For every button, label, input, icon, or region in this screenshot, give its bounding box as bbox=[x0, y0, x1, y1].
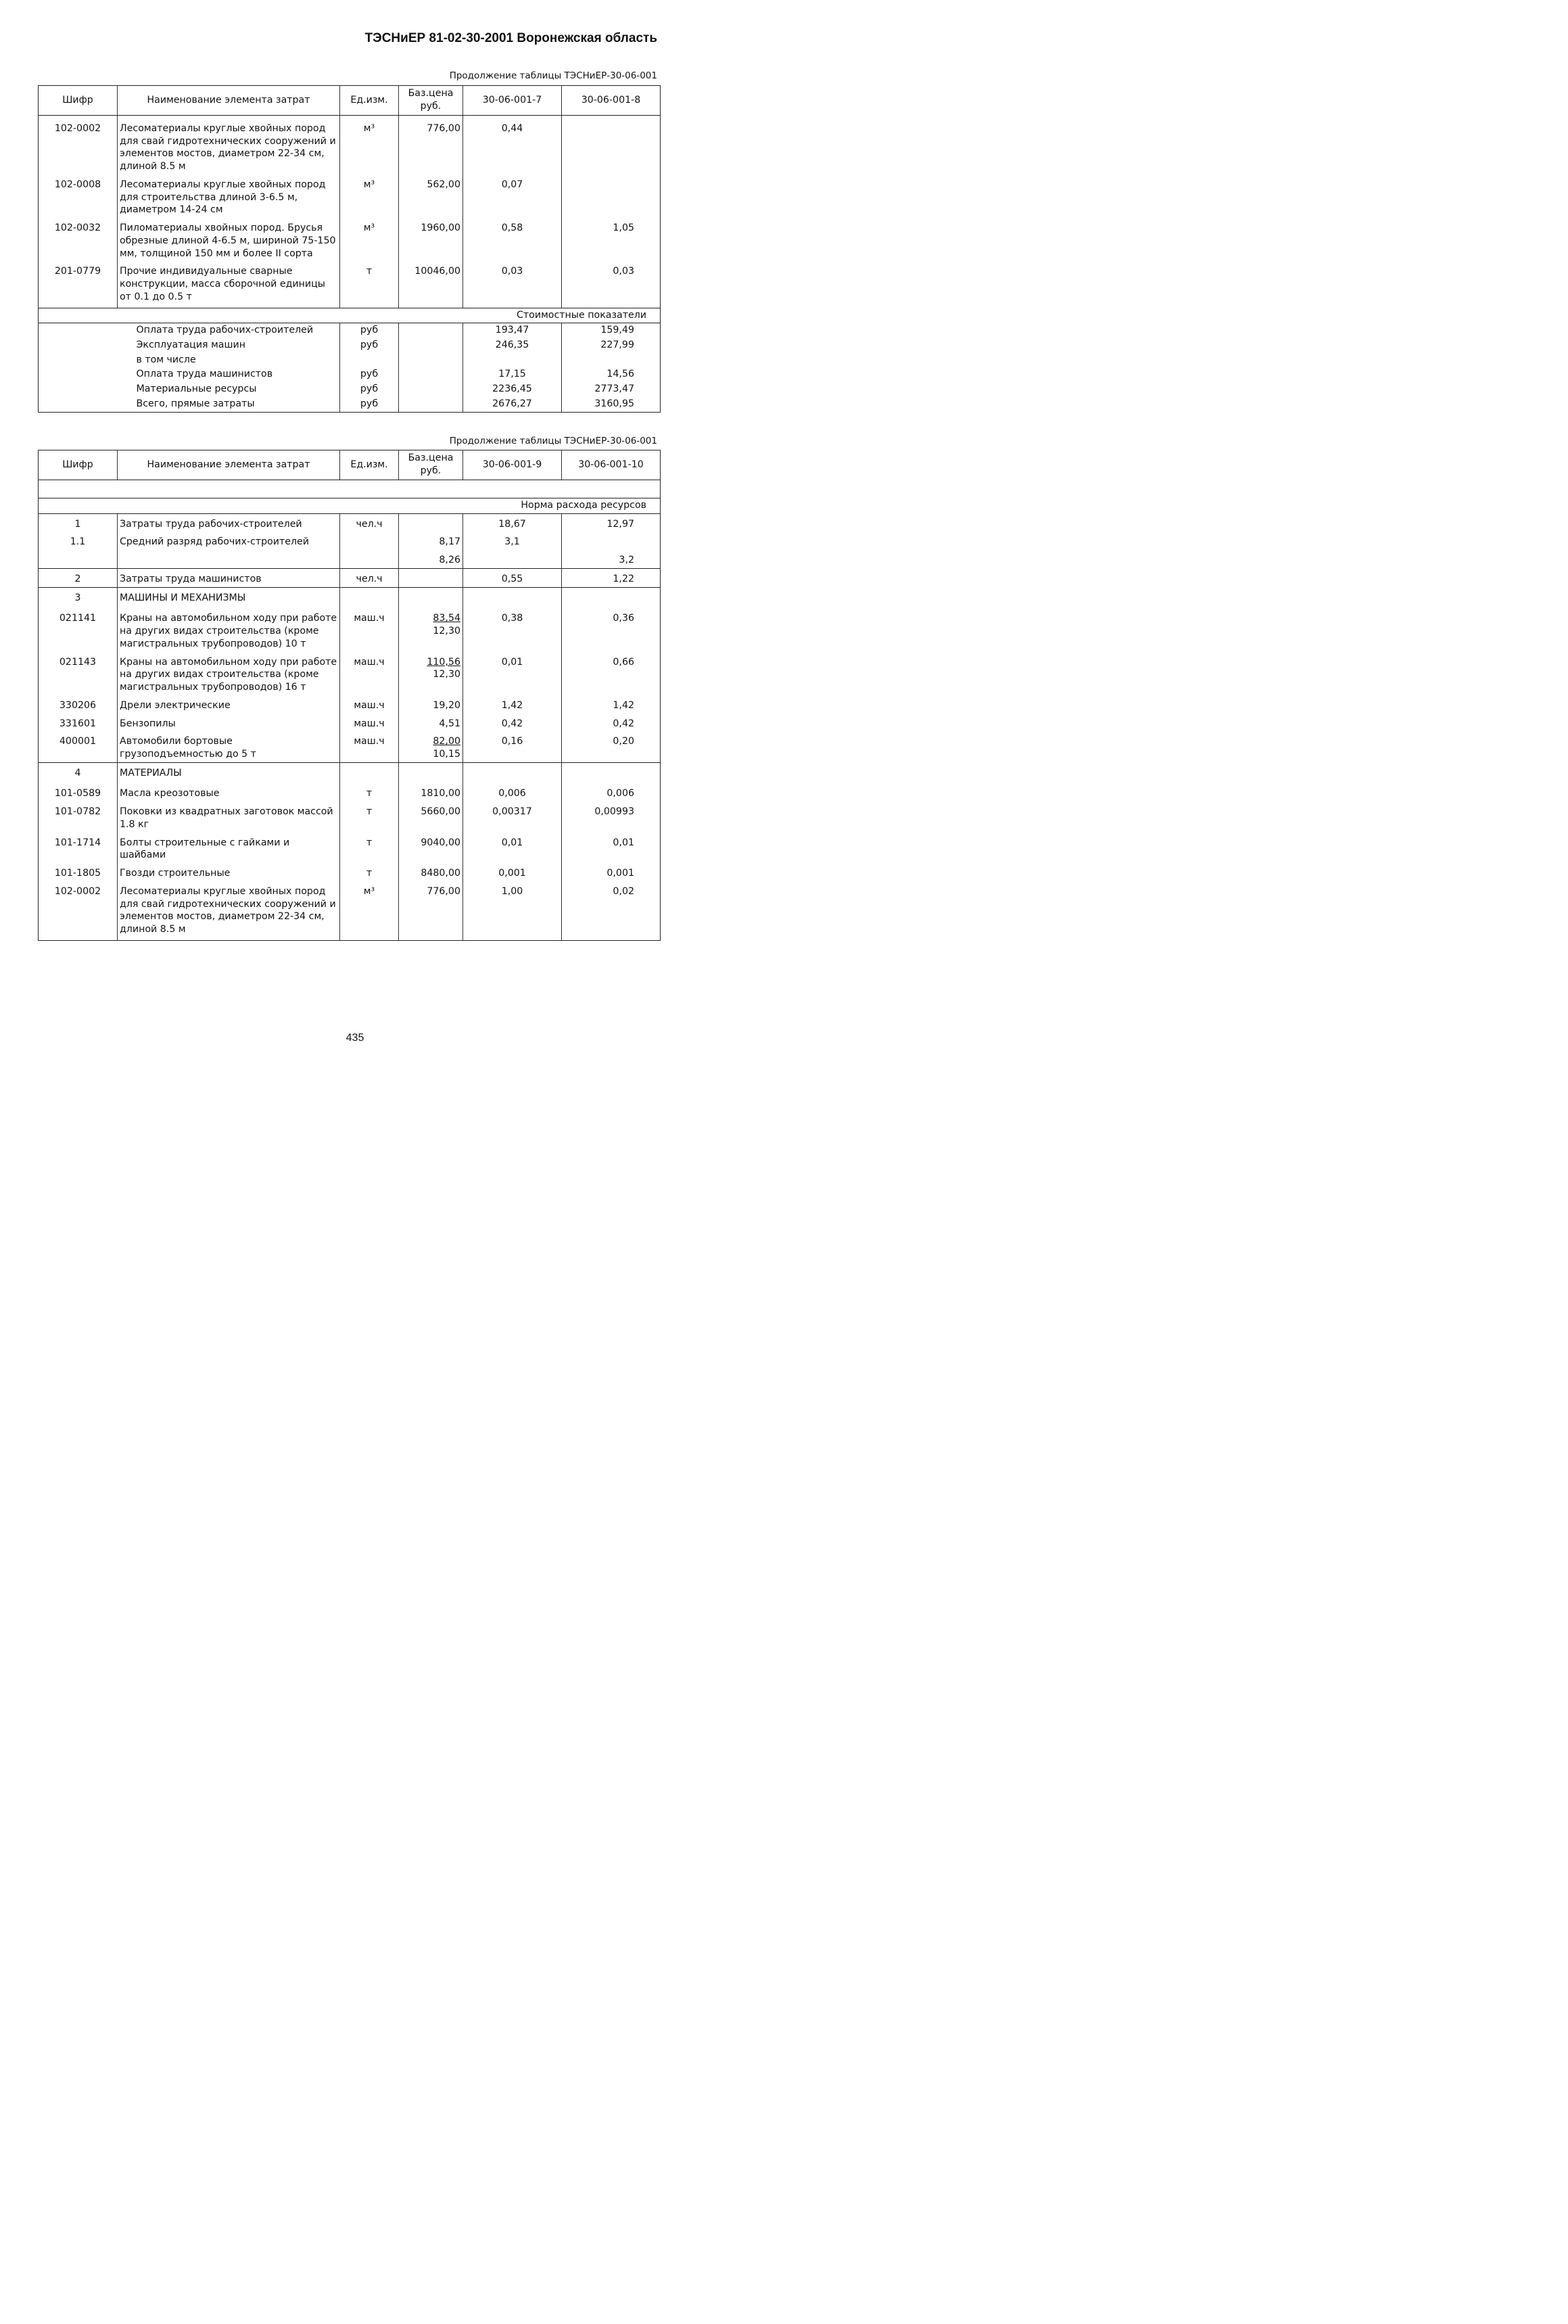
value-cell: 0,02 bbox=[613, 885, 634, 897]
value-cell: 1,42 bbox=[613, 699, 634, 711]
value-cell: 0,01 bbox=[613, 837, 634, 848]
summary-row bbox=[39, 338, 661, 353]
table2-caption: Продолжение таблицы ТЭСНиЕР-30-06-001 bbox=[449, 436, 657, 446]
value-cell: 0,55 bbox=[463, 568, 562, 587]
price-cell: 8,17 bbox=[399, 532, 463, 550]
name-cell: Поковки из квадратных заготовок массой 1.8 кг bbox=[118, 801, 340, 832]
blank-cell bbox=[399, 382, 463, 397]
name-cell: Болты строительные с гайками и шайбами bbox=[118, 833, 340, 863]
name-cell: Масла креозотовые bbox=[118, 781, 340, 801]
code-cell: 330206 bbox=[39, 695, 118, 714]
col-v1-header: 30-06-001-9 bbox=[463, 450, 562, 480]
value-cell: 12,97 bbox=[607, 518, 634, 530]
name-cell: Автомобили бортовые грузоподъемностью до 5 т bbox=[118, 731, 340, 762]
summary-value: 159,49 bbox=[600, 325, 634, 336]
unit-cell: маш.ч bbox=[340, 695, 399, 714]
col-name-header: Наименование элемента затрат bbox=[118, 450, 340, 480]
col-price-header: Баз.цена руб. bbox=[399, 450, 463, 480]
col-unit-header: Ед.изм. bbox=[340, 450, 399, 480]
value-cell: 0,03 bbox=[463, 261, 562, 304]
summary-value: 246,35 bbox=[463, 338, 562, 353]
value-cell: 1,05 bbox=[613, 223, 634, 234]
price-value: 83,54 bbox=[433, 613, 460, 624]
code-cell: 102-0032 bbox=[39, 218, 118, 261]
price-cell: 776,00 bbox=[399, 881, 463, 937]
col-name-header: Наименование элемента затрат bbox=[118, 86, 340, 116]
code-cell: 102-0002 bbox=[39, 881, 118, 937]
code-cell: 4 bbox=[39, 762, 118, 781]
table-row bbox=[39, 833, 661, 863]
blank-cell bbox=[399, 323, 463, 338]
summary-value: 14,56 bbox=[607, 369, 634, 380]
code-cell: 101-1714 bbox=[39, 833, 118, 863]
blank-cell bbox=[39, 338, 118, 353]
summary-unit: руб bbox=[340, 382, 399, 397]
name-cell: Лесоматериалы круглые хвойных пород для строительства длиной 3-6.5 м, диаметром 14-24 см bbox=[118, 175, 340, 218]
name-cell: Пиломатериалы хвойных пород. Брусья обрезные длиной 4-6.5 м, шириной 75-150 мм, толщиной 150 мм и более II сорта bbox=[118, 218, 340, 261]
blank-cell bbox=[399, 338, 463, 353]
table-row bbox=[39, 781, 661, 801]
table-row bbox=[39, 801, 661, 832]
code-cell: 400001 bbox=[39, 731, 118, 762]
value-cell: 0,07 bbox=[463, 175, 562, 218]
price-cell bbox=[399, 568, 463, 587]
summary-row bbox=[39, 367, 661, 382]
value-cell: 0,006 bbox=[607, 788, 634, 799]
blank-cell bbox=[399, 367, 463, 382]
col-v2-header: 30-06-001-10 bbox=[562, 450, 661, 480]
page-header: ТЭСНиЕР 81-02-30-2001 Воронежская область bbox=[364, 31, 657, 45]
name-cell: Затраты труда рабочих-строителей bbox=[118, 513, 340, 532]
table-2 bbox=[38, 450, 661, 941]
summary-value: 2676,27 bbox=[463, 397, 562, 412]
price-cell bbox=[399, 587, 463, 605]
value-cell: 1,22 bbox=[562, 568, 661, 587]
value-cell bbox=[562, 532, 661, 550]
price-cell: 562,00 bbox=[399, 175, 463, 218]
section-row bbox=[39, 762, 661, 781]
table-row bbox=[39, 605, 661, 651]
price-secondary: 10,15 bbox=[433, 749, 460, 760]
spacer-row bbox=[39, 480, 661, 498]
unit-cell: т bbox=[340, 801, 399, 832]
page-number: 435 bbox=[346, 1032, 364, 1044]
code-cell: 331601 bbox=[39, 714, 118, 732]
name-cell: Затраты труда машинистов bbox=[118, 568, 340, 587]
blank-cell bbox=[39, 353, 118, 368]
summary-name: Оплата труда машинистов bbox=[118, 367, 340, 382]
table2-body bbox=[39, 480, 661, 941]
col-code-header: Шифр bbox=[39, 450, 118, 480]
value-cell: 0,00317 bbox=[463, 801, 562, 832]
value-cell: 0,001 bbox=[463, 863, 562, 881]
col-v2-header: 30-06-001-8 bbox=[562, 86, 661, 116]
summary-row bbox=[39, 397, 661, 412]
band-label: Стоимостные показатели bbox=[39, 308, 661, 323]
table1-caption: Продолжение таблицы ТЭСНиЕР-30-06-001 bbox=[449, 70, 657, 81]
unit-cell bbox=[340, 762, 399, 781]
unit-cell: маш.ч bbox=[340, 652, 399, 695]
summary-row bbox=[39, 382, 661, 397]
name-cell: МАШИНЫ И МЕХАНИЗМЫ bbox=[118, 587, 340, 605]
unit-cell: чел.ч bbox=[340, 513, 399, 532]
col-code-header: Шифр bbox=[39, 86, 118, 116]
price-cell: 8480,00 bbox=[399, 863, 463, 881]
value-cell: 18,67 bbox=[463, 513, 562, 532]
summary-row bbox=[39, 353, 661, 368]
price-cell: 9040,00 bbox=[399, 833, 463, 863]
summary-unit: руб bbox=[340, 323, 399, 338]
value-cell: 0,00993 bbox=[594, 806, 634, 818]
unit-cell: м³ bbox=[340, 175, 399, 218]
summary-unit: руб bbox=[340, 338, 399, 353]
price-cell bbox=[399, 731, 463, 762]
unit-cell: т bbox=[340, 261, 399, 304]
code-cell: 101-0589 bbox=[39, 781, 118, 801]
band-row bbox=[39, 308, 661, 323]
band-label: Норма расхода ресурсов bbox=[39, 498, 661, 514]
value-cell: 0,44 bbox=[463, 116, 562, 175]
value-cell: 0,42 bbox=[613, 718, 634, 729]
value-cell: 3,2 bbox=[619, 555, 634, 566]
price-cell: 776,00 bbox=[399, 116, 463, 175]
summary-unit: руб bbox=[340, 397, 399, 412]
name-cell: Лесоматериалы круглые хвойных пород для свай гидротехнических сооружений и элементов мостов, диаметром 22-34 см, длиной 8.5 м bbox=[118, 881, 340, 937]
summary-value: 2236,45 bbox=[463, 382, 562, 397]
price-cell bbox=[399, 513, 463, 532]
table-row bbox=[39, 863, 661, 881]
code-cell: 3 bbox=[39, 587, 118, 605]
price-cell bbox=[399, 605, 463, 651]
code-cell: 101-0782 bbox=[39, 801, 118, 832]
summary-unit: руб bbox=[340, 367, 399, 382]
table-row bbox=[39, 218, 661, 261]
section-row bbox=[39, 568, 661, 587]
name-cell: Бензопилы bbox=[118, 714, 340, 732]
unit-cell: чел.ч bbox=[340, 568, 399, 587]
summary-value: 227,99 bbox=[600, 340, 634, 351]
col-v1-header: 30-06-001-7 bbox=[463, 86, 562, 116]
unit-cell bbox=[340, 550, 399, 568]
summary-value bbox=[562, 353, 661, 368]
value-cell: 0,001 bbox=[607, 868, 634, 879]
price-value: 82,00 bbox=[433, 736, 460, 747]
code-cell: 2 bbox=[39, 568, 118, 587]
blank-cell bbox=[399, 353, 463, 368]
unit-cell: маш.ч bbox=[340, 731, 399, 762]
code-cell: 021141 bbox=[39, 605, 118, 651]
value-cell bbox=[562, 587, 661, 605]
name-cell: МАТЕРИАЛЫ bbox=[118, 762, 340, 781]
price-cell bbox=[399, 652, 463, 695]
summary-value: 17,15 bbox=[463, 367, 562, 382]
unit-cell bbox=[340, 532, 399, 550]
code-cell: 102-0008 bbox=[39, 175, 118, 218]
name-cell: Лесоматериалы круглые хвойных пород для свай гидротехнических сооружений и элементов мостов, диаметром 22-34 см, длиной 8.5 м bbox=[118, 116, 340, 175]
value-cell: 0,38 bbox=[463, 605, 562, 651]
value-cell: 1,42 bbox=[463, 695, 562, 714]
unit-cell bbox=[340, 587, 399, 605]
table-row bbox=[39, 652, 661, 695]
code-cell: 201-0779 bbox=[39, 261, 118, 304]
summary-name: Оплата труда рабочих-строителей bbox=[118, 323, 340, 338]
table-row bbox=[39, 261, 661, 304]
name-cell: Прочие индивидуальные сварные конструкции, масса сборочной единицы от 0.1 до 0.5 т bbox=[118, 261, 340, 304]
value-cell bbox=[562, 762, 661, 781]
unit-cell: м³ bbox=[340, 116, 399, 175]
code-cell: 102-0002 bbox=[39, 116, 118, 175]
value-cell: 0,36 bbox=[613, 613, 634, 624]
price-cell: 5660,00 bbox=[399, 801, 463, 832]
price-cell: 1960,00 bbox=[399, 218, 463, 261]
code-cell: 1 bbox=[39, 513, 118, 532]
blank-cell bbox=[39, 323, 118, 338]
value-cell bbox=[562, 175, 661, 218]
summary-unit bbox=[340, 353, 399, 368]
col-price-header: Баз.цена руб. bbox=[399, 86, 463, 116]
unit-cell: т bbox=[340, 833, 399, 863]
table-row bbox=[39, 731, 661, 762]
table-row bbox=[39, 116, 661, 175]
value-cell: 0,20 bbox=[613, 736, 634, 747]
price-cell: 4,51 bbox=[399, 714, 463, 732]
value-cell: 0,03 bbox=[613, 266, 634, 277]
price-cell: 8,26 bbox=[399, 550, 463, 568]
summary-value: 193,47 bbox=[463, 323, 562, 338]
price-cell: 1810,00 bbox=[399, 781, 463, 801]
unit-cell: м³ bbox=[340, 881, 399, 937]
table-row bbox=[39, 695, 661, 714]
value-cell: 0,006 bbox=[463, 781, 562, 801]
table-row bbox=[39, 550, 661, 568]
summary-name: Материальные ресурсы bbox=[118, 382, 340, 397]
price-secondary: 12,30 bbox=[433, 626, 460, 637]
value-cell bbox=[463, 550, 562, 568]
name-cell bbox=[118, 550, 340, 568]
blank-cell bbox=[399, 397, 463, 412]
value-cell bbox=[463, 587, 562, 605]
spacer-row bbox=[39, 937, 661, 941]
table-row bbox=[39, 532, 661, 550]
price-value: 110,56 bbox=[427, 656, 460, 668]
summary-name: Всего, прямые затраты bbox=[118, 397, 340, 412]
col-unit-header: Ед.изм. bbox=[340, 86, 399, 116]
table1-body bbox=[39, 116, 661, 413]
blank-cell bbox=[39, 397, 118, 412]
value-cell: 0,58 bbox=[463, 218, 562, 261]
value-cell: 0,42 bbox=[463, 714, 562, 732]
name-cell: Краны на автомобильном ходу при работе на других видах строительства (кроме магистральных трубопроводов) 16 т bbox=[118, 652, 340, 695]
table-1 bbox=[38, 85, 661, 413]
blank-cell bbox=[39, 367, 118, 382]
value-cell: 3,1 bbox=[463, 532, 562, 550]
value-cell bbox=[463, 762, 562, 781]
table-row bbox=[39, 175, 661, 218]
name-cell: Дрели электрические bbox=[118, 695, 340, 714]
summary-value: 3160,95 bbox=[594, 398, 634, 409]
unit-cell: маш.ч bbox=[340, 714, 399, 732]
name-cell: Краны на автомобильном ходу при работе на других видах строительства (кроме магистральных трубопроводов) 10 т bbox=[118, 605, 340, 651]
section-row bbox=[39, 587, 661, 605]
value-cell: 0,01 bbox=[463, 833, 562, 863]
summary-name: в том числе bbox=[118, 353, 340, 368]
band-row bbox=[39, 498, 661, 514]
code-cell bbox=[39, 550, 118, 568]
section-row bbox=[39, 513, 661, 532]
code-cell: 1.1 bbox=[39, 532, 118, 550]
code-cell: 101-1805 bbox=[39, 863, 118, 881]
price-cell: 10046,00 bbox=[399, 261, 463, 304]
value-cell: 1,00 bbox=[463, 881, 562, 937]
blank-cell bbox=[39, 382, 118, 397]
table-row bbox=[39, 881, 661, 937]
summary-value bbox=[463, 353, 562, 368]
price-cell bbox=[399, 762, 463, 781]
summary-name: Эксплуатация машин bbox=[118, 338, 340, 353]
price-secondary: 12,30 bbox=[433, 669, 460, 680]
name-cell: Средний разряд рабочих-строителей bbox=[118, 532, 340, 550]
table-row bbox=[39, 714, 661, 732]
value-cell: 0,66 bbox=[613, 656, 634, 668]
name-cell: Гвозди строительные bbox=[118, 863, 340, 881]
unit-cell: м³ bbox=[340, 218, 399, 261]
value-cell bbox=[562, 116, 661, 175]
summary-row bbox=[39, 323, 661, 338]
unit-cell: т bbox=[340, 863, 399, 881]
value-cell: 0,16 bbox=[463, 731, 562, 762]
code-cell: 021143 bbox=[39, 652, 118, 695]
unit-cell: маш.ч bbox=[340, 605, 399, 651]
value-cell: 0,01 bbox=[463, 652, 562, 695]
price-cell: 19,20 bbox=[399, 695, 463, 714]
unit-cell: т bbox=[340, 781, 399, 801]
summary-value: 2773,47 bbox=[594, 384, 634, 395]
